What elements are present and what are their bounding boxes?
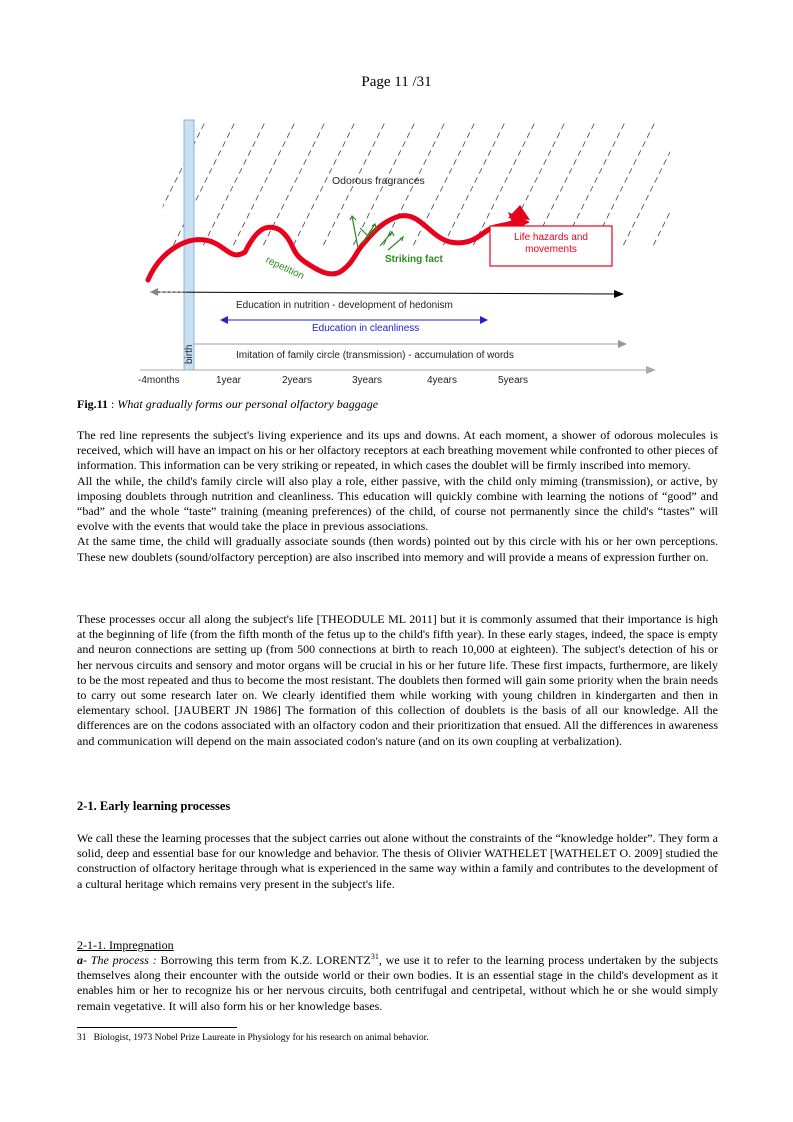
birth-label: birth — [184, 344, 195, 364]
tick-label: 3years — [352, 375, 383, 386]
figure-svg — [130, 112, 670, 397]
life-hazards-label-2: movements — [525, 244, 577, 255]
figure-caption — [77, 397, 378, 412]
birth-bar — [184, 120, 194, 370]
footnote-ref: 31 — [370, 952, 379, 961]
caption-text: What gradually forms our personal olfactory baggage — [117, 397, 379, 411]
life-hazards-label: Life hazards and — [514, 232, 588, 243]
subsection-heading: 2-1-1. Impregnation — [77, 938, 174, 952]
tick-label: 2years — [282, 375, 313, 386]
paragraph: All the while, the child's family circle will also play a role, either passive, with the child only miming (transmission), or active, by imposing doublets through nutrition and cleanliness. This education will quickly combine with learning the notions of “good” and “bad” and the whole “taste” training (meaning preferences) of the child, of course not permanently since the child's “tastes” will evolve with the events that would take the place in previous associations. — [77, 473, 718, 534]
section-heading: 2-1. Early learning processes — [77, 799, 231, 813]
footnote-text: Biologist, 1973 Nobel Prize Laureate in Physiology for his research on animal behavior. — [93, 1033, 429, 1043]
repetition-label: repetition — [263, 254, 306, 283]
olfactory-baggage-figure — [130, 112, 670, 397]
tick-label: 4years — [427, 375, 458, 386]
nutrition-arrow — [150, 292, 618, 294]
body-text-block-4 — [77, 953, 718, 1014]
paragraph: These processes occur all along the subject's life [THEODULE ML 2011] but it is commonly assumed that their importance is high at the beginning of life (from the fifth month of the fetus up to the child's fifth year). In these early stages, indeed, the space is empty and neuron connections are setting up (from 500 connections at birth to reach 10,000 at eighteen). The subject's detection of his or her nervous circuits and sensory and motor organs will be crucial in his or her future life. These first impacts, furthermore, are likely to be the most repeated and thus to become the most resistant. The doublets then formed will gain some priority when the brain needs to carry out some research later on. We clearly identified them while working with young children in kindergarten and then in elementary school. [JAUBERT JN 1986] The formation of this collection of doublets is the basis of all our knowledge. All the differences are on the codons associated with an olfactory codon and their prioritization that ensued. All the differences in awareness and communication will depend on the main associated codon's nature (and on its own coupling at verbalization). — [77, 612, 718, 748]
page-number: Page 11 /31 — [361, 74, 432, 90]
tick-label: 1year — [216, 375, 242, 386]
paragraph: We call these the learning processes that the subject carries out alone without the constraints of the “knowledge holder”. They form a solid, deep and essential base for our knowledge and behavior. The thesis of Olivier WATHELET [WATHELET O. 2009] studied the construction of olfactory heritage through what is experienced in the same way within a family and contributes to the development of a cultural heritage which remains very present in the subject's life. — [77, 831, 718, 891]
paragraph: At the same time, the child will gradually associate sounds (then words) pointed out by this circle with his or her own perceptions. These new doublets (sound/olfactory perception) are also inscribed into memory and will provide a means of expression further on. — [77, 534, 718, 564]
footnote-rule — [77, 1027, 237, 1028]
nutrition-label: Education in nutrition - development of hedonism — [236, 300, 453, 311]
imitation-label: Imitation of family circle (transmission) - accumulation of words — [236, 350, 514, 361]
caption-label: Fig.11 — [77, 397, 109, 411]
tick-label: -4months — [138, 375, 180, 386]
body-text-block-1 — [77, 428, 718, 565]
caption-sep: : — [108, 397, 118, 411]
odorous-label: Odorous fragrances — [332, 175, 425, 187]
body-text-block-3 — [77, 831, 718, 892]
footnote-number: 31 — [77, 1033, 87, 1043]
paragraph: The red line represents the subject's living experience and its ups and downs. At each moment, a shower of odorous molecules is received, which will have an impact on his or her olfactory receptors at each breathing movement while confronted to other pieces of information. This information can be very striking or repeated, in which cases the doublet will be firmly inscribed into memory. — [77, 428, 718, 473]
cleanliness-label: Education in cleanliness — [312, 323, 420, 334]
paragraph: a- The process : Borrowing this term from K.Z. LORENTZ$^{31}$, we use it to refer to the learning process undertaken by the subjects themselves along their encounter with the outside world or their own bodies. It is an essential stage in the child's development as it enables him or her to recognize his or her nervous circuits, both centrifugal and centripetal, without which he or she would simply remain vegetative. It will also form his or her knowledge bases. — [77, 952, 718, 1013]
footnote — [77, 1033, 429, 1043]
body-text-block-2 — [77, 612, 718, 749]
life-line — [148, 216, 520, 283]
tick-label: 5years — [498, 375, 529, 386]
striking-fact-label: Striking fact — [385, 254, 443, 265]
